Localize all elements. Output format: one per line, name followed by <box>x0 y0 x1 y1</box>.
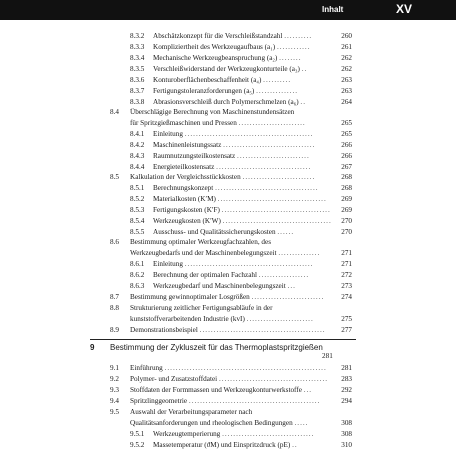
entry-page: 262 <box>341 54 352 62</box>
toc-section-cont <box>0 118 456 129</box>
entry-title: Werkzeugbedarf und Maschinenbelegungszeit ... <box>153 282 296 290</box>
entry-title: Abrasionsverschleiß durch Polymerschmelzen (a₆) .. <box>153 98 307 106</box>
entry-title: Berechnungskonzept ..................................... <box>153 184 319 192</box>
entry-title: Verschleißwiderstand der Werkzeugkonturteile (a₃) .. <box>153 65 308 73</box>
toc-entry <box>0 42 456 53</box>
section-number: 8.6 <box>110 238 119 246</box>
entry-title: Konturoberflächenbeschaffenheit (a₄) .......... <box>153 76 292 84</box>
section-page: 283 <box>341 375 352 383</box>
entry-title: Berechnung der optimalen Fachzahl .................. <box>153 271 310 279</box>
entry-title: Werkzeugtemperierung ................................. <box>153 430 315 438</box>
entry-title: Werkzeugkosten (K′W) ....................................... <box>153 217 332 225</box>
toc-entry <box>0 31 456 42</box>
section-title: Einführung .......................................................... <box>130 364 327 372</box>
toc-section <box>0 237 456 248</box>
section-number: 8.4 <box>110 108 119 116</box>
entry-title: Mechanische Werkzeugbeanspruchung (a₂) ........ <box>153 54 302 62</box>
entry-page: 266 <box>341 141 352 149</box>
toc-entry <box>0 216 456 227</box>
toc-entry <box>0 86 456 97</box>
section-number: 8.9 <box>110 326 119 334</box>
entry-page: 308 <box>341 430 352 438</box>
toc-section <box>0 325 456 336</box>
page-number-roman: XV <box>396 2 413 16</box>
entry-page: 269 <box>341 195 352 203</box>
entry-page: 261 <box>341 43 352 51</box>
entry-number: 8.6.1 <box>130 260 145 268</box>
toc-entry <box>0 429 456 440</box>
entry-number: 8.4.2 <box>130 141 145 149</box>
entry-title: Energieteilkostensatz .................................. <box>153 163 312 171</box>
section-number: 9.3 <box>110 386 119 394</box>
entry-number: 8.3.6 <box>130 76 145 84</box>
entry-number: 8.5.5 <box>130 228 145 236</box>
entry-page: 272 <box>341 271 352 279</box>
section-title-line2: für Spritzgießmaschinen und Pressen ........................ <box>130 119 306 127</box>
section-page: 308 <box>341 419 352 427</box>
section-page: 265 <box>341 119 352 127</box>
entry-title: Massetemperatur (ϑM) und Einspritzdruck (pE) .. <box>153 441 298 449</box>
section-number: 9.5 <box>110 408 119 416</box>
section-title-line1: Strukturierung zeitlicher Fertigungsabläufe in der <box>130 304 273 312</box>
toc-entry <box>0 64 456 75</box>
entry-page: 273 <box>341 282 352 290</box>
entry-page: 262 <box>341 65 352 73</box>
entry-number: 8.5.1 <box>130 184 145 192</box>
section-page: 271 <box>341 249 352 257</box>
chapter-title: Bestimmung der Zykluszeit für das Thermoplastspritzgießen <box>110 343 323 352</box>
section-page: 268 <box>341 173 352 181</box>
entry-number: 8.5.3 <box>130 206 145 214</box>
entry-number: 8.3.5 <box>130 65 145 73</box>
entry-title: Ausschuss- und Qualitätssicherungskosten ...... <box>153 228 295 236</box>
entry-number: 8.5.4 <box>130 217 145 225</box>
section-title-line2: Werkzeugbedarfs und der Maschinenbelegungszeit ............... <box>130 249 321 257</box>
section-number: 9.1 <box>110 364 119 372</box>
section-title: Demonstrationsbeispiel ............................................. <box>130 326 326 334</box>
entry-number: 8.3.2 <box>130 32 145 40</box>
toc-entry <box>0 259 456 270</box>
entry-page: 268 <box>341 184 352 192</box>
toc-section <box>0 363 456 374</box>
entry-page: 269 <box>341 206 352 214</box>
section-title: Stoffdaten der Formmassen und Werkzeugkonturwerkstoffe ... <box>130 386 313 394</box>
entry-number: 9.5.2 <box>130 441 145 449</box>
toc-section-cont <box>0 248 456 259</box>
chapter-number: 9 <box>90 343 95 352</box>
entry-number: 8.5.2 <box>130 195 145 203</box>
entry-title: Einleitung .............................................. <box>153 130 314 138</box>
entry-number: 8.6.3 <box>130 282 145 290</box>
entry-title: Fertigungstoleranzforderungen (a₅) ............... <box>153 87 299 95</box>
section-title-line1: Überschlägige Berechnung von Maschinenstundensätzen <box>130 108 295 116</box>
toc-entry <box>0 183 456 194</box>
section-title: Spritzlinggeometrie ............................................... <box>130 397 321 405</box>
entry-number: 8.4.1 <box>130 130 145 138</box>
entry-page: 270 <box>341 228 352 236</box>
entry-page: 270 <box>341 217 352 225</box>
section-page: 281 <box>341 364 352 372</box>
section-number: 8.7 <box>110 293 119 301</box>
section-page: 277 <box>341 326 352 334</box>
section-number: 8.8 <box>110 304 119 312</box>
entry-page: 267 <box>341 163 352 171</box>
entry-page: 271 <box>341 260 352 268</box>
entry-title: Abschätzkonzept für die Verschleißstandzahl .......... <box>153 32 313 40</box>
entry-page: 264 <box>341 98 352 106</box>
section-title-line1: Bestimmung optimaler Werkzeugfachzahlen, des <box>130 238 271 246</box>
toc-entry <box>0 281 456 292</box>
section-title-line2: kunststoffverarbeitenden Industrie (kvI) ........................ <box>130 315 314 323</box>
toc-section <box>0 172 456 183</box>
entry-title: Kompliziertheit des Werkzeugaufbaus (a₁) ............ <box>153 43 311 51</box>
section-page: 292 <box>341 386 352 394</box>
toc-entry <box>0 194 456 205</box>
entry-page: 263 <box>341 76 352 84</box>
entry-title: Raumnutzungsteilkostensatz .......................... <box>153 152 310 160</box>
entry-page: 310 <box>341 441 352 449</box>
toc-entry <box>0 205 456 216</box>
toc-entry <box>0 129 456 140</box>
section-title: Polymer- und Zusatzstoffdatei ....................................... <box>130 375 329 383</box>
toc-section <box>0 374 456 385</box>
section-number: 9.2 <box>110 375 119 383</box>
section-number: 8.5 <box>110 173 119 181</box>
entry-title: Einleitung .............................................. <box>153 260 314 268</box>
section-title-line2: Qualitätsanforderungen und rheologischen Bedingungen ..... <box>130 419 309 427</box>
section-number: 9.4 <box>110 397 119 405</box>
toc-section <box>0 385 456 396</box>
toc-entry <box>0 53 456 64</box>
section-title-line1: Auswahl der Verarbeitungsparameter nach <box>130 408 253 416</box>
entry-number: 8.4.3 <box>130 152 145 160</box>
entry-page: 265 <box>341 130 352 138</box>
entry-page: 263 <box>341 87 352 95</box>
toc-section-cont <box>0 418 456 429</box>
entry-number: 8.6.2 <box>130 271 145 279</box>
section-page: 294 <box>341 397 352 405</box>
toc-section <box>0 407 456 418</box>
entry-title: Materialkosten (K′M) ....................................... <box>153 195 327 203</box>
toc-section <box>0 292 456 303</box>
entry-title: Maschinenleistungssatz ................................. <box>153 141 316 149</box>
entry-title: Fertigungskosten (K′F) ....................................... <box>153 206 331 214</box>
toc-section <box>0 107 456 118</box>
entry-number: 8.3.8 <box>130 98 145 106</box>
entry-number: 9.5.1 <box>130 430 145 438</box>
chapter-divider <box>90 339 356 340</box>
entry-page: 260 <box>341 32 352 40</box>
entry-number: 8.3.3 <box>130 43 145 51</box>
toc-entry <box>0 440 456 451</box>
entry-number: 8.4.4 <box>130 163 145 171</box>
toc-entry <box>0 75 456 86</box>
section-page: 274 <box>341 293 352 301</box>
section-page: 275 <box>341 315 352 323</box>
toc-entry <box>0 151 456 162</box>
toc-entry <box>0 270 456 281</box>
entry-page: 266 <box>341 152 352 160</box>
chapter-page: 281 <box>322 352 333 360</box>
toc-entry <box>0 140 456 151</box>
entry-number: 8.3.4 <box>130 54 145 62</box>
section-title: Kalkulation der Vergleichsstückkosten .......................... <box>130 173 316 181</box>
toc-section-cont <box>0 314 456 325</box>
section-title: Bestimmung gewinnoptimaler Losgrößen .......................... <box>130 293 325 301</box>
entry-number: 8.3.7 <box>130 87 145 95</box>
toc-section <box>0 396 456 407</box>
toc-section <box>0 303 456 314</box>
running-header-label: Inhalt <box>322 5 344 14</box>
